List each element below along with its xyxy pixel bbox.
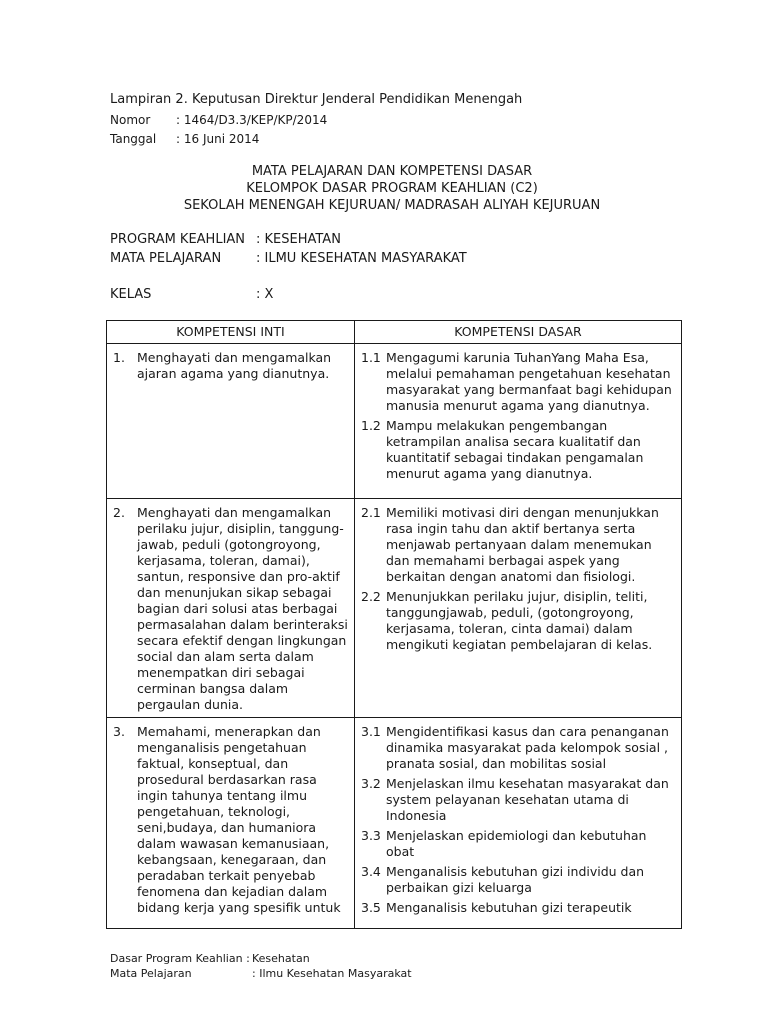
- ki-cell: [107, 344, 355, 499]
- kd-number: 3.4: [361, 864, 381, 879]
- footer-program-value: Kesehatan: [252, 952, 310, 965]
- kd-item: [361, 505, 675, 585]
- kd-item: [361, 864, 675, 896]
- tanggal-line: [110, 131, 259, 147]
- kd-number: 1.1: [361, 350, 381, 365]
- kd-item: [361, 350, 675, 414]
- kd-text: Mampu melakukan pengembangan ketrampilan analisa secara kualitatif dan kuantitatif sebagai tindakan pengamalan menurut agama yang dianutnya.: [386, 418, 644, 481]
- mata-pelajaran-label: MATA PELAJARAN: [110, 251, 222, 266]
- footer-program-label: Dasar Program Keahlian :: [110, 952, 250, 965]
- program-keahlian-line: [110, 231, 341, 248]
- kd-number: 3.5: [361, 900, 381, 915]
- kd-item: [361, 418, 675, 482]
- kd-text: Memiliki motivasi diri dengan menunjukkan rasa ingin tahu dan aktif bertanya serta menjawab pertanyaan dalam menemukan dan memahami berbagai aspek yang berkaitan dengan anatomi dan fisiologi.: [386, 505, 659, 584]
- kd-number: 3.3: [361, 828, 381, 843]
- mata-pelajaran-value: : ILMU KESEHATAN MASYARAKAT: [256, 251, 467, 266]
- kd-cell: [355, 344, 682, 499]
- kelas-label: KELAS: [110, 287, 152, 302]
- kd-number: 1.2: [361, 418, 381, 433]
- ki-text: Menghayati dan mengamalkan perilaku jujur, disiplin, tanggung-jawab, peduli (gotongroyong, kerjasama, toleran, damai), santun, responsive dan pro-aktif dan menunjukan sikap sebagai bagian dari solusi atas berbagai permasalahan dalam berinteraksi secara efektif dengan lingkungan social dan alam serta dalam menempatkan diri sebagai cerminan bangsa dalam pergaulan dunia.: [137, 505, 348, 712]
- ki-number: 2.: [113, 505, 125, 520]
- kd-text: Menjelaskan epidemiologi dan kebutuhan obat: [386, 828, 647, 859]
- kd-text: Menjelaskan ilmu kesehatan masyarakat dan system pelayanan kesehatan utama di Indonesia: [386, 776, 669, 823]
- kd-item: [361, 589, 675, 653]
- ki-item: [113, 724, 348, 916]
- kd-item: [361, 900, 675, 916]
- heading-line-1: MATA PELAJARAN DAN KOMPETENSI DASAR: [251, 164, 533, 179]
- kd-number: 3.1: [361, 724, 381, 739]
- kd-number: 2.1: [361, 505, 381, 520]
- table-row: [107, 718, 682, 929]
- program-keahlian-label: PROGRAM KEAHLIAN: [110, 232, 246, 247]
- kd-number: 3.2: [361, 776, 381, 791]
- document-title: Lampiran 2. Keputusan Direktur Jenderal Pendidikan Menengah: [110, 92, 523, 107]
- kd-cell: [355, 499, 682, 718]
- ki-cell: [107, 499, 355, 718]
- table-header-row: [107, 321, 682, 344]
- kd-text: Menganalisis kebutuhan gizi terapeutik: [386, 900, 632, 915]
- tanggal-value: : 16 Juni 2014: [176, 132, 260, 146]
- kd-item: [361, 776, 675, 824]
- nomor-value: : 1464/D3.3/KEP/KP/2014: [176, 113, 328, 127]
- footer-mapel-value: : Ilmu Kesehatan Masyarakat: [252, 967, 412, 980]
- kelas-line: [110, 286, 273, 303]
- ki-number: 3.: [113, 724, 125, 739]
- ki-text: Memahami, menerapkan dan menganalisis pengetahuan faktual, konseptual, dan prosedural berdasarkan rasa ingin tahunya tentang ilmu pengetahuan, teknologi, seni,budaya, dan humaniora dalam wawasan kemanusiaan, kebangsaan, kenegaraan, dan peradaban terkait penyebab fenomena dan kejadian dalam bidang kerja yang spesifik untuk: [137, 724, 341, 915]
- column-header-ki: KOMPETENSI INTI: [107, 321, 355, 344]
- heading-line-2: KELOMPOK DASAR PROGRAM KEAHLIAN (C2): [246, 181, 538, 196]
- kelas-value: : X: [256, 287, 274, 302]
- ki-number: 1.: [113, 350, 125, 365]
- table-row: [107, 344, 682, 499]
- footer-mapel-line: [110, 967, 412, 981]
- kd-item: [361, 828, 675, 860]
- table-row: [107, 499, 682, 718]
- kd-text: Menunjukkan perilaku jujur, disiplin, teliti, tanggungjawab, peduli, (gotongroyong, kerjasama, toleran, cinta damai) dalam mengikuti kegiatan pembelajaran di kelas.: [386, 589, 653, 652]
- column-header-kd: KOMPETENSI DASAR: [355, 321, 682, 344]
- ki-cell: [107, 718, 355, 929]
- ki-item: [113, 350, 348, 382]
- ki-text: Menghayati dan mengamalkan ajaran agama yang dianutnya.: [137, 350, 332, 381]
- heading-line-3: SEKOLAH MENENGAH KEJURUAN/ MADRASAH ALIYAH KEJURUAN: [183, 198, 601, 213]
- nomor-label: Nomor: [110, 113, 151, 127]
- competency-table: [106, 320, 682, 929]
- mata-pelajaran-line: [110, 250, 467, 267]
- kd-cell: [355, 718, 682, 929]
- kd-number: 2.2: [361, 589, 381, 604]
- kd-text: Menganalisis kebutuhan gizi individu dan perbaikan gizi keluarga: [386, 864, 645, 895]
- kd-item: [361, 724, 675, 772]
- footer-mapel-label: Mata Pelajaran: [110, 967, 192, 980]
- footer-program-line: [110, 952, 310, 966]
- kd-text: Mengagumi karunia TuhanYang Maha Esa, melalui pemahaman pengetahuan kesehatan masyarakat yang bermanfaat bagi kehidupan manusia menurut agama yang dianutnya.: [386, 350, 672, 413]
- nomor-line: [110, 112, 327, 128]
- tanggal-label: Tanggal: [110, 132, 157, 146]
- program-keahlian-value: : KESEHATAN: [256, 232, 341, 247]
- kd-text: Mengidentifikasi kasus dan cara penanganan dinamika masyarakat pada kelompok sosial , pranata sosial, dan mobilitas sosial: [386, 724, 669, 771]
- ki-item: [113, 505, 348, 713]
